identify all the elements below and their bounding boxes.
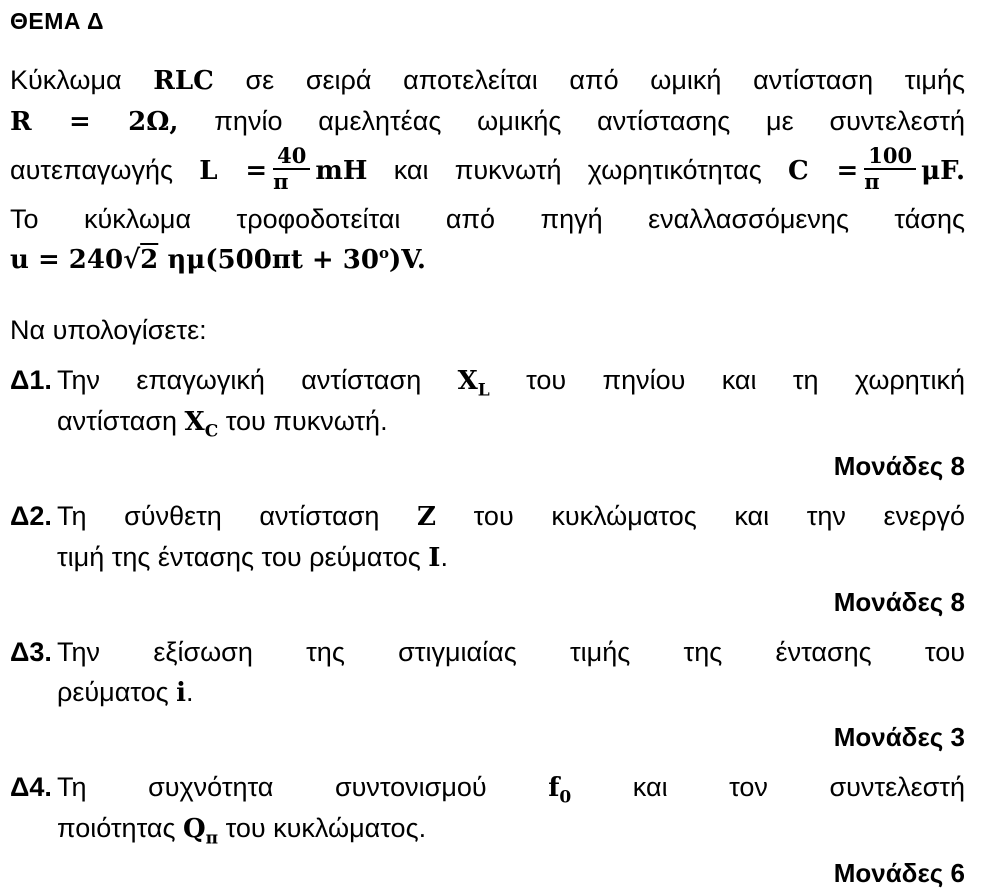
math-voltage-mid: ημ(500πt + 30: [158, 245, 379, 275]
fraction-denominator: π: [864, 168, 880, 194]
subscript: C: [204, 421, 219, 442]
math-symbol-q: Q: [182, 814, 206, 844]
subscript: L: [477, 380, 490, 401]
paragraph-line-4: [10, 199, 965, 239]
question-d1: [10, 360, 965, 486]
body-text: τιμή της έντασης του ρεύματος: [57, 542, 429, 572]
math-symbol-xl: X: [457, 366, 478, 396]
question-number: Δ2.: [10, 501, 52, 531]
body-text: του κυκλώματος.: [218, 813, 427, 843]
page-title: ΘΕΜΑ Δ: [10, 8, 105, 34]
body-text: Την επαγωγική αντίσταση: [57, 365, 458, 395]
subscript: π: [205, 828, 219, 849]
body-text: Την εξίσωση της στιγμιαίας τιμής της έντασης του: [57, 637, 965, 667]
question-line: [57, 537, 965, 578]
fraction-inductance: [273, 142, 310, 194]
paragraph-line-3: [10, 142, 965, 199]
math-symbol-xc: X: [184, 407, 205, 437]
question-d2: [10, 496, 965, 622]
body-text: του πηνίου και τη χωρητική: [489, 365, 965, 395]
paragraph-line-2: [10, 101, 965, 142]
question-line: [57, 401, 965, 442]
body-text: ποιότητας: [57, 813, 183, 843]
body-text: και τον συντελεστή: [571, 772, 965, 802]
fraction-denominator: π: [273, 168, 289, 194]
math-symbol-z: Z: [417, 502, 437, 532]
body-text: και πυκνωτή χωρητικότητας: [367, 155, 788, 185]
body-text: ρεύματος: [57, 677, 177, 707]
question-list: [10, 360, 965, 893]
question-line: [57, 672, 965, 713]
radical-sign: √: [123, 245, 141, 275]
body-text: αυτεπαγωγής: [10, 155, 200, 185]
math-voltage-post: )V.: [388, 245, 426, 275]
body-text: Το κύκλωμα τροφοδοτείται από πηγή εναλλασσόμενης τάσης: [10, 204, 965, 234]
points-label: Μονάδες 8: [833, 587, 965, 617]
body-text: Τη συχνότητα συντονισμού: [57, 772, 549, 802]
math-capacitance-eq: C =: [787, 156, 859, 186]
math-symbol-current: i: [176, 678, 187, 708]
sqrt-argument: 2: [140, 245, 159, 275]
body-text: του πυκνωτή.: [218, 406, 388, 436]
question-line: [57, 808, 965, 849]
instruction-line: Να υπολογίσετε:: [10, 315, 207, 345]
math-inductance-unit: mH: [315, 156, 368, 186]
math-symbol-f0: f: [548, 773, 560, 803]
fraction-numerator: 40: [273, 145, 310, 170]
body-text: του κυκλώματος και την ενεργό: [436, 501, 965, 531]
question-number: Δ1.: [10, 365, 52, 395]
body-text: σε σειρά αποτελείται από ωμική αντίσταση τιμής: [213, 65, 965, 95]
points-label: Μονάδες 3: [833, 722, 965, 752]
question-line: [57, 767, 965, 808]
math-capacitance-unit: μF.: [921, 156, 966, 186]
body-text: .: [440, 542, 448, 572]
math-symbol-i: I: [428, 543, 441, 573]
question-number: Δ4.: [10, 772, 52, 802]
question-line: [57, 632, 965, 672]
body-text: αντίσταση: [57, 406, 185, 436]
question-number: Δ3.: [10, 637, 52, 667]
intro-paragraph: [10, 60, 965, 280]
math-resistance-value: R = 2Ω,: [10, 107, 179, 137]
fraction-capacitance: [864, 142, 916, 194]
degree-superscript: o: [378, 244, 389, 262]
math-voltage-pre: u = 240: [10, 245, 124, 275]
question-d4: [10, 767, 965, 893]
math-inductance-eq: L =: [199, 156, 268, 186]
fraction-numerator: 100: [864, 145, 916, 170]
voltage-equation-line: [10, 239, 965, 280]
body-text: Τη σύνθετη αντίσταση: [57, 501, 418, 531]
body-text: .: [186, 677, 194, 707]
question-line: [57, 360, 965, 401]
document-page: [10, 8, 965, 893]
question-line: [57, 496, 965, 537]
math-rlc: RLC: [153, 66, 214, 96]
points-label: Μονάδες 8: [833, 451, 965, 481]
subscript: 0: [559, 787, 572, 808]
body-text: πηνίο αμελητέας ωμικής αντίστασης με συντελεστή: [178, 106, 965, 136]
points-label: Μονάδες 6: [833, 858, 965, 888]
body-text: Κύκλωμα: [10, 65, 154, 95]
question-d3: [10, 632, 965, 757]
paragraph-line-1: [10, 60, 965, 101]
